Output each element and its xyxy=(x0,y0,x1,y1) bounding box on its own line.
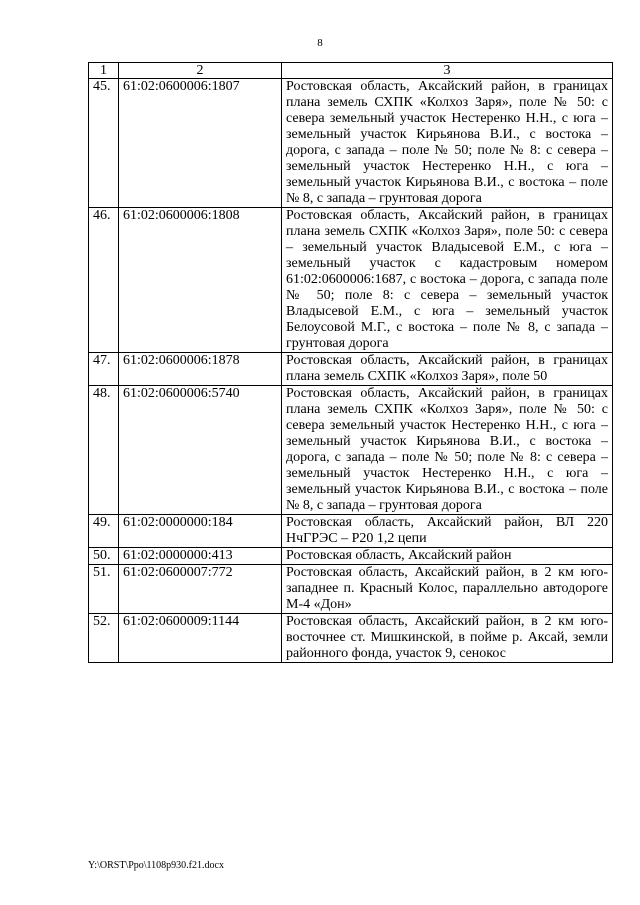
column-header-location: 3 xyxy=(282,63,613,79)
row-number-cell xyxy=(89,565,119,614)
table-header-row xyxy=(89,63,613,79)
cadastral-number: 61:02:0600006:1878 xyxy=(123,353,240,368)
row-number: 47. xyxy=(93,353,111,368)
cadastral-number-cell xyxy=(119,614,282,663)
land-plots-table xyxy=(88,62,613,663)
table-row xyxy=(89,565,613,614)
cadastral-number-cell xyxy=(119,353,282,386)
row-number: 48. xyxy=(93,386,111,401)
cadastral-number-cell xyxy=(119,515,282,548)
location-description: Ростовская область, Аксайский район, в 2 км юго-восточнее ст. Мишкинской, в пойме р. Аксай, земли районного фонда, участок 9, сенокос xyxy=(282,614,613,663)
row-number: 52. xyxy=(93,614,111,629)
cadastral-number: 61:02:0000000:413 xyxy=(123,548,233,563)
row-number-cell xyxy=(89,79,119,208)
row-number-cell xyxy=(89,386,119,515)
location-description: Ростовская область, Аксайский район, в границах плана земель СХПК «Колхоз Заря», поле 50: с севера – земельный участок Владысевой Е.М., с юга – земельный участок с кадастровым номером 61:02:0600006:1687, с востока – дорога, с запада поле № 50; поле 8: с севера – земельный участок Владысевой Е.М., с юга – земельный участок Белоусовой М.Г., с востока – поле № 8, с запада – грунтовая дорога xyxy=(282,208,613,353)
location-description: Ростовская область, Аксайский район, в 2 км юго-западнее п. Красный Колос, параллельно автодороге М-4 «Дон» xyxy=(282,565,613,614)
table-row xyxy=(89,353,613,386)
table-row xyxy=(89,614,613,663)
row-number: 50. xyxy=(93,548,111,563)
cadastral-number-cell xyxy=(119,386,282,515)
row-number-cell xyxy=(89,208,119,353)
table-row xyxy=(89,548,613,565)
location-description: Ростовская область, Аксайский район, в границах плана земель СХПК «Колхоз Заря», поле 50 xyxy=(282,353,613,386)
row-number: 51. xyxy=(93,565,111,580)
row-number-cell xyxy=(89,614,119,663)
location-description: Ростовская область, Аксайский район xyxy=(282,548,613,565)
table-row xyxy=(89,515,613,548)
row-number-cell xyxy=(89,548,119,565)
table-row xyxy=(89,386,613,515)
cadastral-number: 61:02:0000000:184 xyxy=(123,515,233,530)
table-row xyxy=(89,79,613,208)
row-number-cell xyxy=(89,515,119,548)
location-description: Ростовская область, Аксайский район, в границах плана земель СХПК «Колхоз Заря», поле № 50: с севера земельный участок Нестеренко Н.Н., с юга – земельный участок Кирьянова В.И., с востока – дорога, с запада – поле № 50; поле № 8: с севера – земельный участок Нестеренко Н.Н., с юга – земельный участок Кирьянова В.И., с востока – поле № 8, с запада – грунтовая дорога xyxy=(282,386,613,515)
row-number: 46. xyxy=(93,208,111,223)
cadastral-number-cell xyxy=(119,79,282,208)
row-number: 45. xyxy=(93,79,111,94)
footer-file-path: Y:\ORST\Ppo\1108p930.f21.docx xyxy=(88,860,224,871)
cadastral-number: 61:02:0600009:1144 xyxy=(123,614,240,629)
page-number: 8 xyxy=(317,37,323,49)
row-number: 49. xyxy=(93,515,111,530)
cadastral-number-cell xyxy=(119,208,282,353)
table-row xyxy=(89,208,613,353)
cadastral-number: 61:02:0600007:772 xyxy=(123,565,233,580)
location-description: Ростовская область, Аксайский район, в границах плана земель СХПК «Колхоз Заря», поле № 50: с севера земельный участок Нестеренко Н.Н., с юга – земельный участок Кирьянова В.И., с востока – дорога, с запада – поле № 50; поле № 8: с севера – земельный участок Нестеренко Н.Н., с юга – земельный участок Кирьянова В.И., с востока – поле № 8, с запада – грунтовая дорога xyxy=(282,79,613,208)
cadastral-number-cell xyxy=(119,565,282,614)
cadastral-number: 61:02:0600006:1807 xyxy=(123,79,240,94)
location-description: Ростовская область, Аксайский район, ВЛ 220 НчГРЭС – Р20 1,2 цепи xyxy=(282,515,613,548)
column-header-number: 1 xyxy=(89,63,119,79)
cadastral-number-cell xyxy=(119,548,282,565)
row-number-cell xyxy=(89,353,119,386)
cadastral-number: 61:02:0600006:5740 xyxy=(123,386,240,401)
column-header-cadastral: 2 xyxy=(119,63,282,79)
cadastral-number: 61:02:0600006:1808 xyxy=(123,208,240,223)
